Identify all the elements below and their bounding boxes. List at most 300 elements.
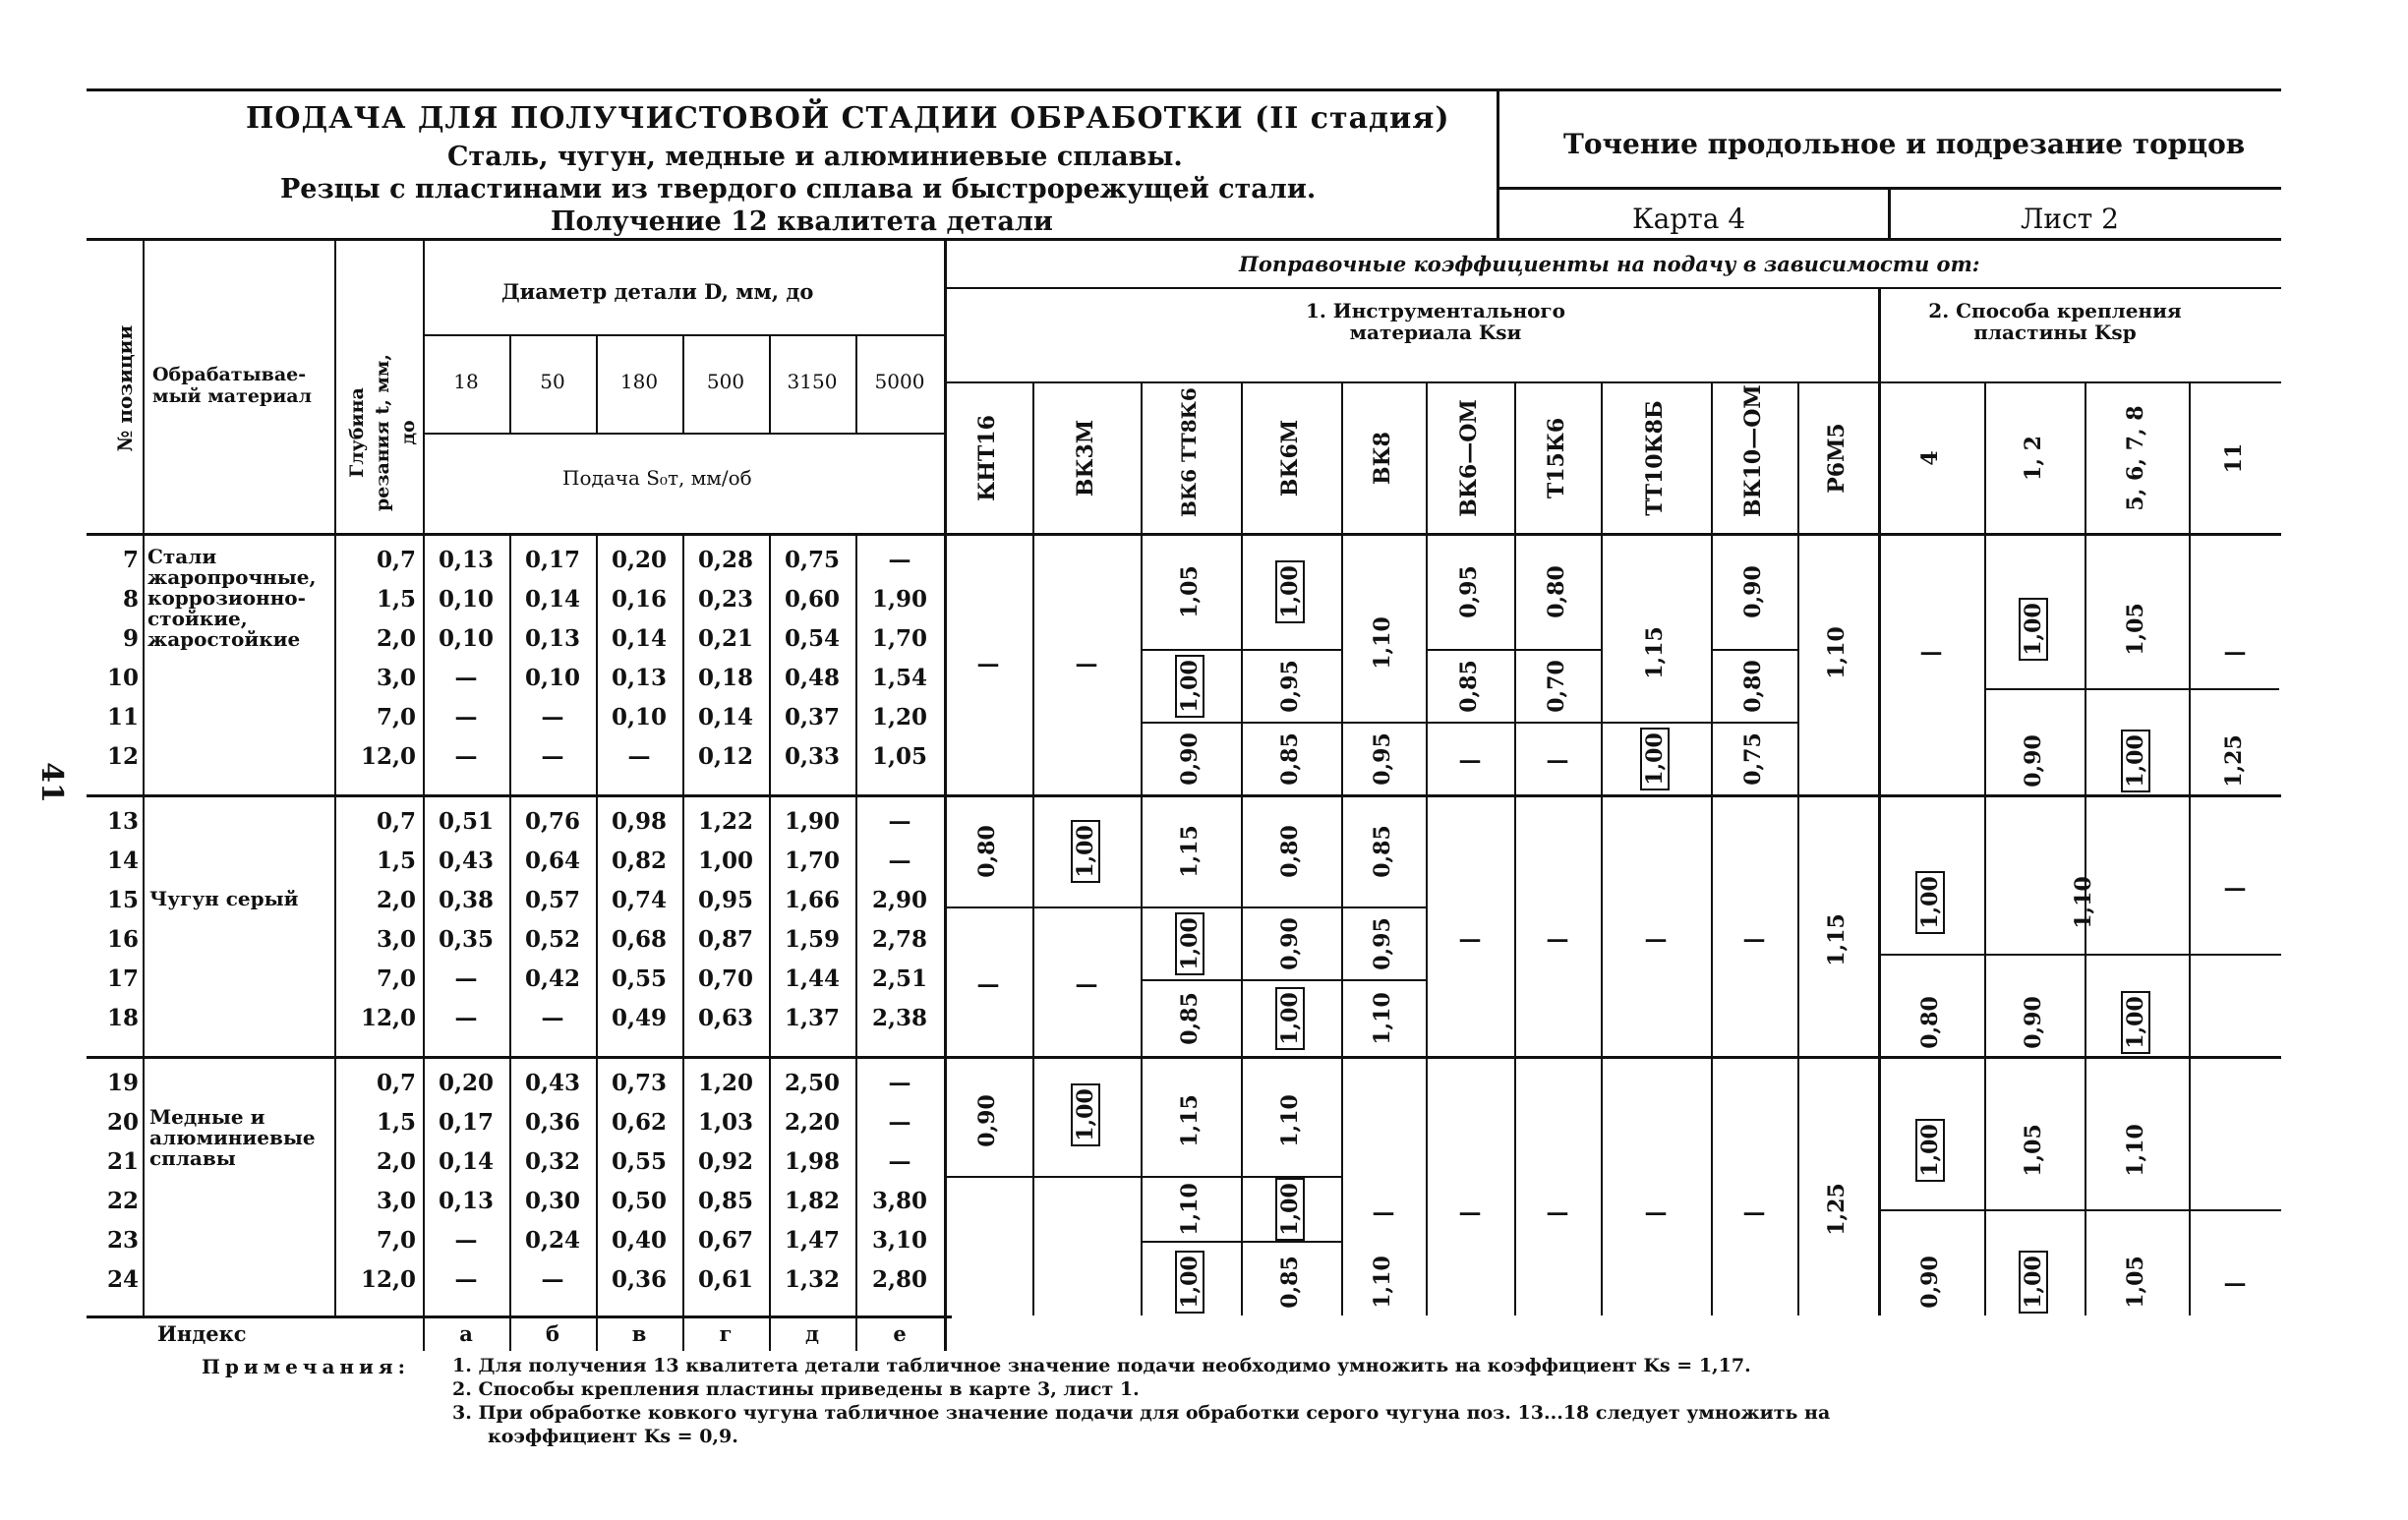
feed-cell: 0,82 bbox=[611, 848, 668, 874]
pos: 12 bbox=[106, 743, 139, 770]
feed-cell: 0,35 bbox=[438, 926, 495, 953]
note-1: 1. Для получения 13 квалитета детали табличное значение подачи необходимо умножить на коэффициент Ks = 1,17. bbox=[452, 1355, 1751, 1376]
grade-vk6-om: ВК6—ОМ bbox=[1456, 399, 1482, 517]
feed-cell: — bbox=[888, 1148, 911, 1175]
feed-cell: 0,23 bbox=[697, 586, 754, 613]
coeff-cell: — bbox=[1546, 1199, 1569, 1226]
operation-title: Точение продольное и подрезание торцов bbox=[1563, 128, 2246, 160]
feed-cell: — bbox=[454, 704, 478, 731]
depth: 3,0 bbox=[376, 1188, 416, 1214]
header-feed: Подача S₀т, мм/об bbox=[562, 466, 752, 490]
coeff-cell: 0,90 bbox=[2021, 996, 2046, 1049]
feed-cell: 0,74 bbox=[611, 887, 668, 913]
coeff-cell: 1,25 bbox=[2221, 734, 2247, 788]
feed-cell: — bbox=[888, 808, 911, 835]
feed-cell: — bbox=[454, 665, 478, 691]
coeff-cell: — bbox=[1458, 1199, 1482, 1226]
note-3-cont: коэффициент Ks = 0,9. bbox=[488, 1426, 738, 1447]
depth: 0,7 bbox=[376, 1070, 416, 1096]
split bbox=[944, 1176, 1141, 1178]
coeff-cell-boxed: 1,00 bbox=[1275, 1178, 1305, 1241]
pos: 8 bbox=[122, 586, 139, 613]
coeff-cell: — bbox=[1919, 639, 1943, 666]
grade-knt16: КНТ16 bbox=[974, 415, 1000, 501]
feed-cell: 3,80 bbox=[871, 1188, 928, 1214]
coeff-cell: — bbox=[2223, 639, 2247, 666]
card-sheet-divider bbox=[1888, 189, 1891, 238]
pos: 20 bbox=[106, 1109, 139, 1136]
pos: 19 bbox=[106, 1070, 139, 1096]
feed-cell: — bbox=[541, 704, 564, 731]
top-rule bbox=[87, 88, 2281, 91]
coeff-cell-boxed: 1,00 bbox=[1071, 1083, 1100, 1146]
depth: 3,0 bbox=[376, 926, 416, 953]
feed-cell: 0,43 bbox=[438, 848, 495, 874]
split bbox=[1426, 649, 1601, 651]
feed-cell: 1,90 bbox=[784, 808, 841, 835]
coeff-cell: — bbox=[1075, 971, 1098, 998]
feed-cell: — bbox=[454, 1227, 478, 1254]
note-3: 3. При обработке ковкого чугуна табличное значение подачи для обработки серого чугуна поз. 13...18 следует умножить на bbox=[452, 1402, 1831, 1424]
col-line-g4 bbox=[1341, 381, 1343, 1315]
depth: 1,5 bbox=[376, 848, 416, 874]
col-line-f1 bbox=[1984, 381, 1986, 1315]
coeff-cell-boxed: 1,00 bbox=[1640, 728, 1670, 790]
diameter-180: 180 bbox=[619, 370, 659, 393]
feed-cell: 0,13 bbox=[438, 547, 495, 573]
pos: 15 bbox=[106, 887, 139, 913]
feed-cell: — bbox=[888, 1070, 911, 1096]
feed-cell: 0,12 bbox=[697, 743, 754, 770]
header-bottom-rule bbox=[87, 533, 2281, 536]
coeff-cell: 1,05 bbox=[2123, 603, 2148, 656]
note-2: 2. Способы крепления пластины приведены в карте 3, лист 1. bbox=[452, 1378, 1140, 1400]
feed-cell: 0,28 bbox=[697, 547, 754, 573]
feed-cell: 0,10 bbox=[438, 625, 495, 652]
coeff-cell: 1,10 bbox=[1177, 1183, 1203, 1236]
pos: 7 bbox=[122, 547, 139, 573]
feed-cell: 0,21 bbox=[697, 625, 754, 652]
coeff-cell-boxed: 1,00 bbox=[2121, 730, 2150, 792]
feed-cell: 0,32 bbox=[524, 1148, 581, 1175]
coeff-cell: — bbox=[1458, 747, 1482, 774]
col-line-material bbox=[334, 240, 336, 1315]
feed-cell: 0,48 bbox=[784, 665, 841, 691]
header-material: Обрабатывае-мый материал bbox=[152, 364, 313, 407]
coeff-cell: — bbox=[1372, 1199, 1395, 1226]
feed-cell: — bbox=[888, 1109, 911, 1136]
feed-cell: 0,33 bbox=[784, 743, 841, 770]
feed-header-rule bbox=[423, 433, 944, 435]
coeff-cell: 0,90 bbox=[1277, 917, 1303, 970]
feed-cell: 0,76 bbox=[524, 808, 581, 835]
header-depth: Глубина резания t, мм, до bbox=[346, 353, 419, 512]
coeff-cell-boxed: 1,00 bbox=[1175, 912, 1204, 975]
coeff-cell: — bbox=[1546, 926, 1569, 953]
feed-cell: 0,62 bbox=[611, 1109, 668, 1136]
col-line-coeff bbox=[944, 240, 947, 1351]
coeff-cell: 0,85 bbox=[1277, 732, 1303, 786]
feed-cell: 1,66 bbox=[784, 887, 841, 913]
depth: 2,0 bbox=[376, 1148, 416, 1175]
page-number: 41 bbox=[34, 762, 69, 803]
pos: 24 bbox=[106, 1266, 139, 1293]
coeff-cell: 0,85 bbox=[1370, 825, 1395, 878]
coeff-cell: 0,95 bbox=[1370, 917, 1395, 970]
feed-cell: 2,51 bbox=[871, 965, 928, 992]
split bbox=[1241, 979, 1426, 981]
feed-cell: 2,38 bbox=[871, 1005, 928, 1031]
depth: 12,0 bbox=[360, 743, 416, 770]
split bbox=[1984, 688, 2279, 690]
depth: 7,0 bbox=[376, 1227, 416, 1254]
feed-cell: — bbox=[454, 1005, 478, 1031]
coeff-cell: — bbox=[1742, 1199, 1766, 1226]
feed-cell: 0,17 bbox=[524, 547, 581, 573]
card-label: Карта 4 bbox=[1632, 203, 1746, 235]
coeff-cell-boxed: 1,00 bbox=[2019, 598, 2048, 661]
feed-cell: 0,37 bbox=[784, 704, 841, 731]
coeff-cell-boxed: 1,00 bbox=[1275, 987, 1305, 1050]
feed-cell: 1,03 bbox=[697, 1109, 754, 1136]
feed-cell: 2,78 bbox=[871, 926, 928, 953]
feed-cell: 0,52 bbox=[524, 926, 581, 953]
coeff-cell: 1,15 bbox=[1824, 913, 1850, 966]
feed-cell: 0,68 bbox=[611, 926, 668, 953]
diameter-18: 18 bbox=[453, 370, 479, 393]
feed-cell: 1,47 bbox=[784, 1227, 841, 1254]
feed-cell: 1,70 bbox=[784, 848, 841, 874]
diameter-5000: 5000 bbox=[874, 370, 925, 393]
coeff-cell: 1,10 bbox=[2071, 876, 2096, 929]
feed-cell: 0,63 bbox=[697, 1005, 754, 1031]
coeff-cell: 0,95 bbox=[1456, 565, 1482, 618]
notes-label: Примечания: bbox=[202, 1355, 411, 1378]
feed-cell: 1,37 bbox=[784, 1005, 841, 1031]
header-fastening: 2. Способа крепления пластины Ksp bbox=[1928, 299, 2182, 344]
feed-cell: 0,61 bbox=[697, 1266, 754, 1293]
coeff-cell: 0,90 bbox=[1740, 565, 1766, 618]
feed-cell: 1,44 bbox=[784, 965, 841, 992]
split bbox=[1141, 1176, 1341, 1178]
pos: 18 bbox=[106, 1005, 139, 1031]
col-line-depth bbox=[423, 240, 425, 1351]
depth: 1,5 bbox=[376, 1109, 416, 1136]
fasten-4: 4 bbox=[1917, 450, 1943, 466]
feed-cell: 1,22 bbox=[697, 808, 754, 835]
feed-cell: 2,80 bbox=[871, 1266, 928, 1293]
coeff-cell-boxed: 1,00 bbox=[1915, 1119, 1945, 1182]
fasten-1-2: 1, 2 bbox=[2021, 436, 2046, 481]
coeff-cell: 0,75 bbox=[1740, 732, 1766, 786]
coeff-cell-boxed: 1,00 bbox=[1175, 1251, 1204, 1314]
coeff-cell: 0,90 bbox=[1177, 732, 1203, 786]
depth: 2,0 bbox=[376, 625, 416, 652]
split bbox=[1141, 649, 1341, 651]
pos: 11 bbox=[106, 704, 139, 731]
feed-cell: 1,70 bbox=[871, 625, 928, 652]
feed-cell: 0,24 bbox=[524, 1227, 581, 1254]
depth: 7,0 bbox=[376, 965, 416, 992]
split bbox=[1878, 1209, 2281, 1211]
coeff-cell: 1,15 bbox=[1177, 825, 1203, 878]
feed-cell: 1,90 bbox=[871, 586, 928, 613]
index-label: Индекс bbox=[157, 1321, 247, 1346]
coeff-cell: 1,10 bbox=[1277, 1094, 1303, 1147]
feed-cell: — bbox=[888, 547, 911, 573]
coeff-cell: 0,90 bbox=[974, 1094, 1000, 1147]
coeff-cell: — bbox=[1546, 747, 1569, 774]
feed-cell: 0,14 bbox=[611, 625, 668, 652]
pos: 22 bbox=[106, 1188, 139, 1214]
coeff-cell: 0,85 bbox=[1177, 992, 1203, 1045]
pos: 21 bbox=[106, 1148, 139, 1175]
coeff-cell-boxed: 1,00 bbox=[1915, 871, 1945, 934]
feed-cell: 0,20 bbox=[438, 1070, 495, 1096]
index-e: е bbox=[893, 1321, 907, 1346]
feed-cell: 1,82 bbox=[784, 1188, 841, 1214]
pos: 16 bbox=[106, 926, 139, 953]
coeff-cell: 0,90 bbox=[2021, 734, 2046, 788]
index-d: д bbox=[805, 1321, 819, 1346]
index-g: г bbox=[719, 1321, 733, 1346]
coeff-cell: 0,90 bbox=[1917, 1256, 1943, 1309]
material-steel: Стали жаропрочные, коррозионно-стойкие, жаростойкие bbox=[147, 545, 317, 651]
material-copper-aluminum: Медные и алюминиевые сплавы bbox=[149, 1105, 316, 1170]
coeff-cell: 0,70 bbox=[1544, 660, 1569, 713]
coeff-cell: — bbox=[976, 651, 1000, 677]
feed-cell: 0,70 bbox=[697, 965, 754, 992]
depth: 12,0 bbox=[360, 1005, 416, 1031]
feed-cell: 0,17 bbox=[438, 1109, 495, 1136]
coeff-header-rule bbox=[944, 287, 2281, 289]
title-line-2: Сталь, чугун, медные и алюминиевые сплавы. bbox=[447, 142, 1183, 172]
feed-cell: 1,59 bbox=[784, 926, 841, 953]
feed-cell: 0,98 bbox=[611, 808, 668, 835]
feed-cell: 1,20 bbox=[871, 704, 928, 731]
feed-cell: 2,20 bbox=[784, 1109, 841, 1136]
material-cast-iron: Чугун серый bbox=[149, 887, 299, 910]
index-v: в bbox=[631, 1321, 647, 1346]
feed-cell: 0,60 bbox=[784, 586, 841, 613]
coeff-cell: 1,05 bbox=[1177, 565, 1203, 618]
feed-cell: 0,64 bbox=[524, 848, 581, 874]
coeff-cell-boxed: 1,00 bbox=[1175, 655, 1204, 718]
pos: 10 bbox=[106, 665, 139, 691]
feed-cell: 0,30 bbox=[524, 1188, 581, 1214]
header-position: № позиции bbox=[113, 324, 137, 452]
feed-cell: — bbox=[627, 743, 651, 770]
pos: 9 bbox=[122, 625, 139, 652]
feed-cell: 0,13 bbox=[438, 1188, 495, 1214]
feed-cell: 0,38 bbox=[438, 887, 495, 913]
title-line-1: ПОДАЧА ДЛЯ ПОЛУЧИСТОВОЙ СТАДИИ ОБРАБОТКИ (II стадия) bbox=[246, 101, 1450, 136]
grade-vk6-tt8k6: ВК6 ТТ8К6 bbox=[1177, 387, 1201, 517]
feed-cell: 1,54 bbox=[871, 665, 928, 691]
coeff-cell: — bbox=[1075, 651, 1098, 677]
feed-cell: 2,90 bbox=[871, 887, 928, 913]
coeff-cell: — bbox=[1644, 926, 1668, 953]
table-top-rule bbox=[87, 238, 2281, 241]
feed-cell: 0,13 bbox=[524, 625, 581, 652]
grade-vk8: ВК8 bbox=[1370, 432, 1395, 485]
grade-tt10k8b: ТТ10К8Б bbox=[1642, 400, 1668, 516]
depth: 3,0 bbox=[376, 665, 416, 691]
feed-cell: 2,50 bbox=[784, 1070, 841, 1096]
feed-cell: 0,55 bbox=[611, 1148, 668, 1175]
coeff-cell: 1,10 bbox=[1370, 1256, 1395, 1309]
fasten-11: 11 bbox=[2221, 442, 2247, 474]
feed-cell: 0,18 bbox=[697, 665, 754, 691]
pos: 17 bbox=[106, 965, 139, 992]
coeff-cell: 1,10 bbox=[1370, 992, 1395, 1045]
grade-header-rule bbox=[944, 381, 2281, 383]
feed-cell: 0,73 bbox=[611, 1070, 668, 1096]
coeff-cell: 1,10 bbox=[2123, 1124, 2148, 1177]
pos: 13 bbox=[106, 808, 139, 835]
feed-cell: 0,49 bbox=[611, 1005, 668, 1031]
feed-cell: 0,55 bbox=[611, 965, 668, 992]
coeff-cell: — bbox=[1742, 926, 1766, 953]
coeff-cell: 0,85 bbox=[1277, 1256, 1303, 1309]
feed-cell: 0,10 bbox=[524, 665, 581, 691]
coeff-cell: 1,05 bbox=[2021, 1124, 2046, 1177]
coeff-cell: 1,05 bbox=[2123, 1256, 2148, 1309]
group3-bottom-rule bbox=[87, 1315, 952, 1318]
depth: 0,7 bbox=[376, 808, 416, 835]
feed-cell: 0,85 bbox=[697, 1188, 754, 1214]
feed-cell: 3,10 bbox=[871, 1227, 928, 1254]
depth: 7,0 bbox=[376, 704, 416, 731]
grade-t15k6: Т15К6 bbox=[1544, 417, 1569, 499]
feed-cell: 0,16 bbox=[611, 586, 668, 613]
coeff-cell: 0,80 bbox=[1917, 996, 1943, 1049]
feed-cell: 0,75 bbox=[784, 547, 841, 573]
header-corrections: Поправочные коэффициенты на подачу в зависимости от: bbox=[1239, 252, 1980, 276]
feed-cell: — bbox=[454, 965, 478, 992]
coeff-cell: 1,15 bbox=[1642, 626, 1668, 679]
split bbox=[944, 906, 1141, 908]
feed-cell: 0,87 bbox=[697, 926, 754, 953]
feed-cell: 0,50 bbox=[611, 1188, 668, 1214]
grade-vk10-om: ВК10—ОМ bbox=[1740, 384, 1766, 517]
feed-cell: — bbox=[454, 1266, 478, 1293]
feed-cell: 0,92 bbox=[697, 1148, 754, 1175]
feed-cell: 1,00 bbox=[697, 848, 754, 874]
split bbox=[1878, 954, 2281, 956]
feed-cell: 0,57 bbox=[524, 887, 581, 913]
sheet-label: Лист 2 bbox=[2021, 203, 2119, 235]
coeff-cell-boxed: 1,00 bbox=[1275, 560, 1305, 623]
coeff-cell: 0,80 bbox=[974, 825, 1000, 878]
feed-cell: 0,14 bbox=[697, 704, 754, 731]
depth: 2,0 bbox=[376, 887, 416, 913]
col-line-g5 bbox=[1426, 381, 1428, 1315]
diameter-3150: 3150 bbox=[787, 370, 838, 393]
feed-cell: 0,43 bbox=[524, 1070, 581, 1096]
grade-vk6m: ВК6М bbox=[1277, 419, 1303, 497]
col-line-g9 bbox=[1797, 381, 1799, 1315]
split bbox=[1601, 722, 1797, 724]
grade-vk3m: ВК3М bbox=[1073, 419, 1098, 497]
col-line-fasten bbox=[1878, 287, 1881, 1315]
feed-cell: 1,32 bbox=[784, 1266, 841, 1293]
feed-cell: — bbox=[454, 743, 478, 770]
coeff-cell: 1,25 bbox=[1824, 1183, 1850, 1236]
coeff-cell: 0,95 bbox=[1370, 732, 1395, 786]
diameter-50: 50 bbox=[540, 370, 565, 393]
coeff-cell: — bbox=[2223, 875, 2247, 902]
feed-cell: — bbox=[541, 743, 564, 770]
feed-cell: — bbox=[541, 1005, 564, 1031]
grade-r6m5: Р6М5 bbox=[1824, 423, 1850, 494]
coeff-cell-boxed: 1,00 bbox=[1071, 820, 1100, 883]
col-line-g7 bbox=[1601, 381, 1603, 1315]
index-b: б bbox=[545, 1321, 559, 1346]
depth: 1,5 bbox=[376, 586, 416, 613]
coeff-cell: — bbox=[1458, 926, 1482, 953]
coeff-cell: 0,95 bbox=[1277, 660, 1303, 713]
feed-cell: 0,14 bbox=[524, 586, 581, 613]
feed-cell: 1,05 bbox=[871, 743, 928, 770]
coeff-cell: 0,85 bbox=[1456, 660, 1482, 713]
feed-cell: 0,67 bbox=[697, 1227, 754, 1254]
feed-cell: 1,20 bbox=[697, 1070, 754, 1096]
title-line-3: Резцы с пластинами из твердого сплава и быстрорежущей стали. bbox=[280, 174, 1317, 205]
col-line-pos bbox=[143, 240, 145, 1315]
split bbox=[1426, 722, 1601, 724]
depth: 0,7 bbox=[376, 547, 416, 573]
pos: 14 bbox=[106, 848, 139, 874]
header-divider bbox=[1497, 90, 1499, 238]
split bbox=[1141, 722, 1341, 724]
split bbox=[1141, 1241, 1341, 1243]
feed-cell: 0,54 bbox=[784, 625, 841, 652]
coeff-cell: — bbox=[976, 971, 1000, 998]
header-tool-material: 1. Инструментального материала Ksи bbox=[1305, 299, 1566, 344]
title-line-4: Получение 12 квалитета детали bbox=[551, 206, 1053, 237]
col-line-g8 bbox=[1711, 381, 1713, 1315]
feed-cell: 0,42 bbox=[524, 965, 581, 992]
fasten-5-8: 5, 6, 7, 8 bbox=[2123, 405, 2148, 511]
feed-cell: — bbox=[541, 1266, 564, 1293]
coeff-cell-boxed: 1,00 bbox=[2121, 991, 2150, 1054]
col-line-f3 bbox=[2189, 381, 2191, 1315]
coeff-cell: 0,80 bbox=[1544, 565, 1569, 618]
feed-cell: 0,40 bbox=[611, 1227, 668, 1254]
index-a: а bbox=[459, 1321, 473, 1346]
coeff-cell: 0,80 bbox=[1740, 660, 1766, 713]
coeff-cell: — bbox=[1644, 1199, 1668, 1226]
feed-cell: 0,51 bbox=[438, 808, 495, 835]
feed-cell: 0,95 bbox=[697, 887, 754, 913]
coeff-cell: 1,10 bbox=[1824, 626, 1850, 679]
coeff-cell: 1,15 bbox=[1177, 1094, 1203, 1147]
feed-cell: 0,14 bbox=[438, 1148, 495, 1175]
col-line-g6 bbox=[1514, 381, 1516, 1315]
diameter-500: 500 bbox=[706, 370, 745, 393]
coeff-cell: — bbox=[2223, 1270, 2247, 1297]
coeff-cell: 0,80 bbox=[1277, 825, 1303, 878]
feed-cell: 0,36 bbox=[611, 1266, 668, 1293]
coeff-cell-boxed: 1,00 bbox=[2019, 1251, 2048, 1314]
depth: 12,0 bbox=[360, 1266, 416, 1293]
feed-cell: 0,36 bbox=[524, 1109, 581, 1136]
feed-cell: 0,10 bbox=[611, 704, 668, 731]
coeff-cell: 1,10 bbox=[1370, 616, 1395, 670]
feed-cell: 0,20 bbox=[611, 547, 668, 573]
col-line-f2 bbox=[2085, 381, 2086, 1315]
